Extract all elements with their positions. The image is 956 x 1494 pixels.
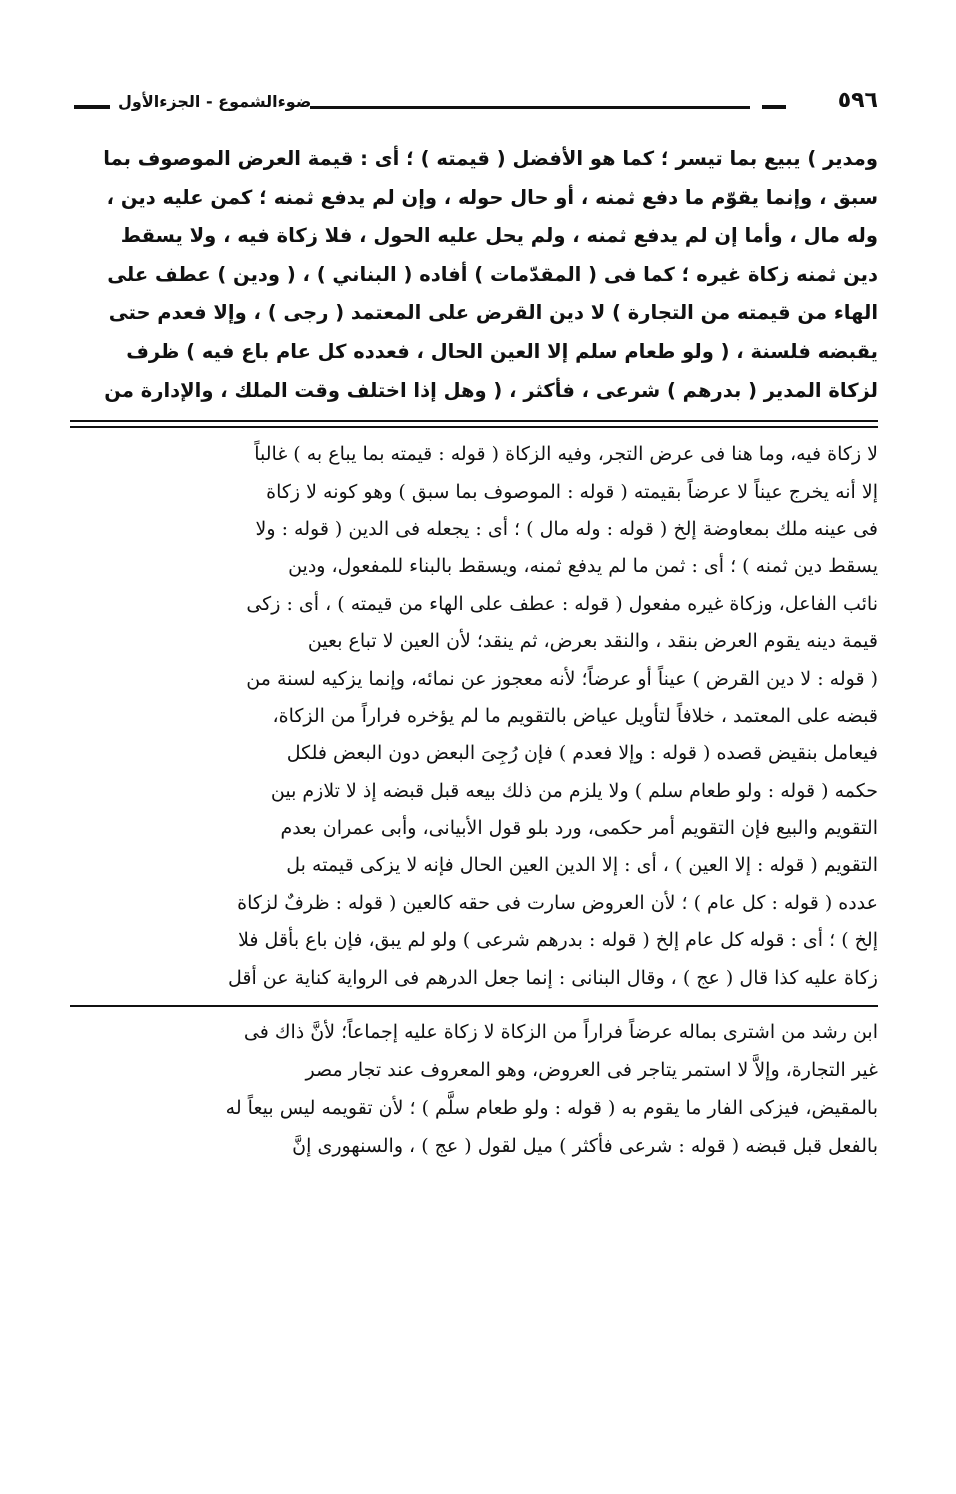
main-text [70, 140, 878, 410]
main-text-line: لزكاة المدير ( بدرهم ) شرعى ، فأكثر ، ( وهل إذا اختلف وقت الملك ، والإدارة من [104, 378, 878, 402]
page-number: ٥٩٦ [837, 88, 878, 113]
commentary-line: ( قوله : لا دين القرض ) عيناً أو عرضاً؛ لأنه معجوز عن نمائه، وإنما يزكيه لسنة من [246, 667, 878, 690]
main-text-line: يقبضه فلسنة ، ( ولو طعام سلم إلا العين الحال ، فعدده كل عام باع فيه ) ظرف [126, 339, 878, 363]
main-text-line: الهاء من قيمته من التجارة ) لا دين القرض على المعتمد ( رجى ) ، وإلا فعدم حتى [108, 301, 878, 325]
commentary-line: إلا أنه يخرج عيناً لا عرضاً بقيمته ( قوله : الموصوف بما سبق ) وهو كونه لا زكاة [266, 480, 878, 503]
commentary-line: إلخ ) ؛ أى : قوله كل عام إلخ ( قوله : بدرهم شرعى ) ولو لم يبق، فإن باع بأقل فلا [238, 929, 878, 952]
footnote-line: غير التجارة، وإلاَّ لا استمر يتاجر فى العروض، وهو المعروف عند تجار مصر [305, 1059, 878, 1082]
commentary-line: عدده ( قوله : كل عام ) ؛ لأن العروض سارت فى حقه كالعين ( قوله : ظرفٌ لزكاة [237, 891, 878, 914]
commentary-line: حكمه ( قوله : ولو طعام سلم ) ولا يلزم من ذلك بيعه قبل قبضه إذ لا تلازم بين [270, 779, 878, 802]
running-title: ضوءالشموع - الجزءالأول [118, 92, 312, 111]
commentary-line: قبضه على المعتمد ، خلافاً لتأويل عياض بالتقويم ما لم يؤخره فراراً من الزكاة، [272, 704, 878, 727]
page-header [70, 88, 878, 128]
header-dash [74, 105, 110, 109]
header-rule [310, 106, 750, 109]
commentary-line: قيمة دينه يقوم العرض بنقد ، والنقد بعرض، ثم ينقد؛ لأن العين لا تباع بعين [307, 630, 878, 653]
commentary-line: التقويم والبيع فإن التقويم أمر حكمى، ورد بلو قول الأبيانى، وأبى عمران بعدم [280, 817, 878, 840]
main-text-line: سبق ، وإنما يقوّم ما دفع ثمنه ، أو حال حوله ، وإن لم يدفع ثمنه ؛ كمن عليه دين ، [106, 185, 878, 209]
single-rule-divider [70, 1005, 878, 1007]
main-text-line: دين ثمنه زكاة غيره ؛ كما فى ( المقدّمات ) أفاده ( البناني ) ، ( ودين ) عطف على [107, 262, 878, 286]
commentary-line: زكاة عليه كذا قال ( عج ) ، وقال البنانى : إنما جعل الدرهم فى الرواية كناية عن أقل [228, 966, 878, 989]
footnotes [70, 1013, 878, 1165]
commentary-line: فى عينه ملك بمعاوضة إلخ ( قوله : وله مال ) ؛ أى : يجعله فى الدين ( قوله : ولا [255, 517, 878, 540]
commentary [70, 436, 878, 997]
double-rule-divider [70, 420, 878, 428]
commentary-line: التقويم ( قوله : إلا العين ) ، أى : إلا الدين العين الحال فإنه لا يزكى قيمته بل [286, 854, 878, 877]
footnote-line: ابن رشد من اشترى بماله عرضاً فراراً من الزكاة لا زكاة عليه إجماعاً؛ لأنَّ ذاك فى [243, 1021, 878, 1044]
footnote-line: بالفعل قبل قبضه ( قوله : شرعى فأكثر ) ميل لقول ( عج ) ، والسنهورى إنَّ [292, 1135, 878, 1158]
commentary-line: فيعامل بنقيض قصده ( قوله : وإلا فعدم ) فإن رُجِىَ البعض دون البعض فلكل [286, 742, 878, 765]
commentary-line: يسقط دين ثمنه ) ؛ أى : ثمن ما لم يدفع ثمنه، ويسقط بالبناء للمفعول، ودين [288, 555, 878, 578]
commentary-line: لا زكاة فيه، وما هنا فى عرض التجر، وفيه الزكاة ( قوله : قيمته بما يباع به ) غالباً [254, 443, 878, 466]
footnote-line: بالمقيض، فيزكى الفار ما يقوم به ( قوله : ولو طعام سلَّم ) ؛ لأن تقويمه ليس بيعاً له [225, 1097, 878, 1120]
commentary-line: نائب الفاعل، وزكاة غيره مفعول ( قوله : عطف على الهاء من قيمته ) ، أى : زكى [246, 592, 878, 615]
main-text-line: ومدير ) يبيع بما تيسر ؛ كما هو الأفضل ( قيمته ) ؛ أى : قيمة العرض الموصوف بما [103, 147, 878, 170]
book-page [70, 88, 878, 1165]
header-dash [762, 105, 786, 109]
main-text-line: وله مال ، وأما إن لم يدفع ثمنه ، ولم يحل عليه الحول ، فلا زكاة فيه ، ولا يسقط [120, 224, 878, 248]
